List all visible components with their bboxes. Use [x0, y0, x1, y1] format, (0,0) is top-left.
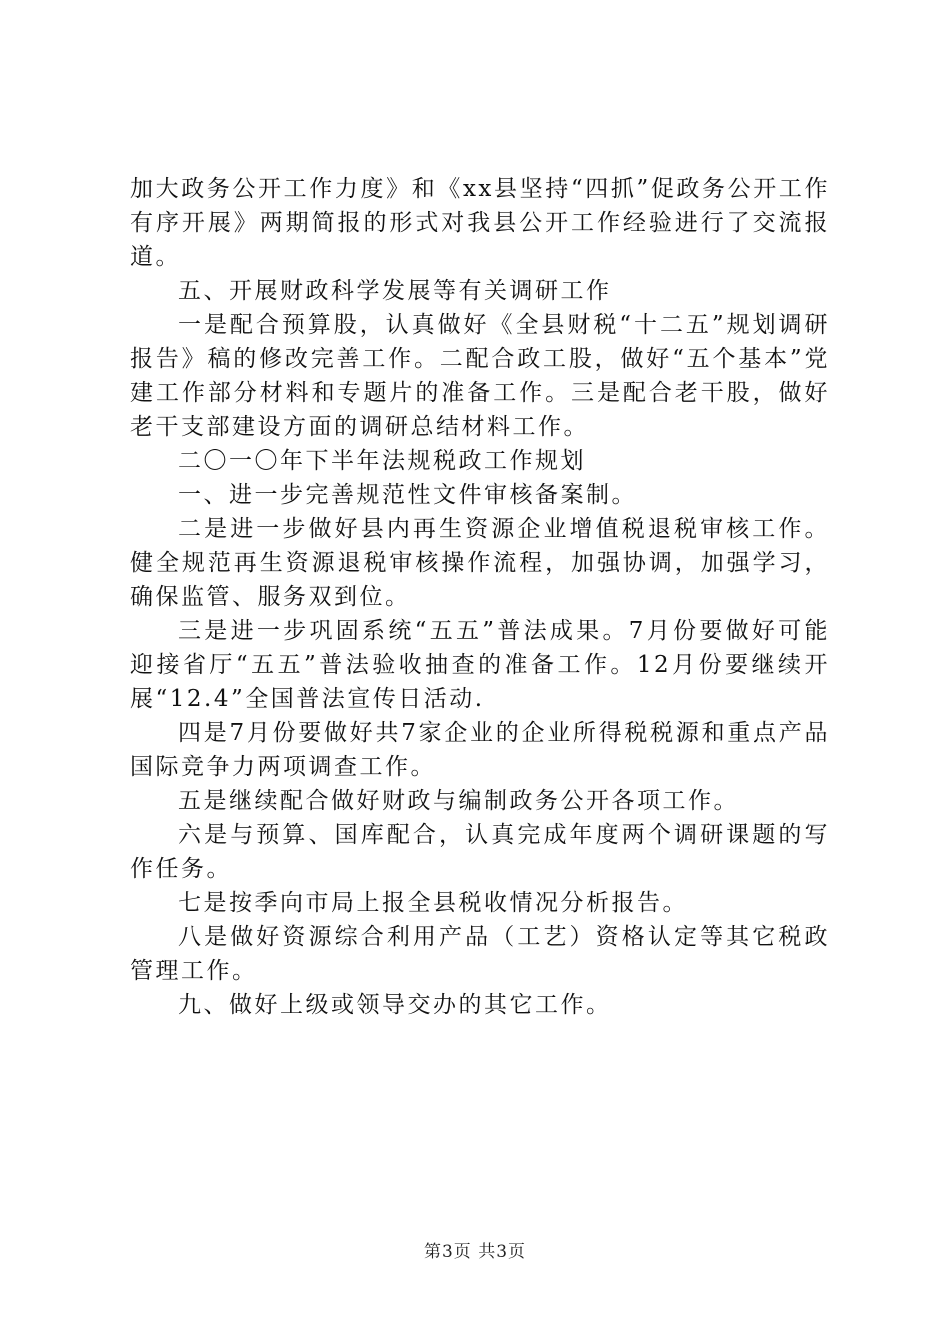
- paragraph-13: 九、做好上级或领导交办的其它工作。: [178, 992, 612, 1018]
- paragraph-6: 二是进一步做好县内再生资源企业增值税退税审核工作。健全规范再生资源退税审核操作流程，加强协调，加强学习，确保监管、服务双到位。: [130, 516, 830, 610]
- paragraph-5: 一、进一步完善规范性文件审核备案制。: [178, 482, 637, 508]
- paragraph-11: 七是按季向市局上报全县税收情况分析报告。: [178, 890, 688, 916]
- paragraph-3: 一是配合预算股，认真做好《全县财税“十二五”规划调研报告》稿的修改完善工作。二配合政工股，做好“五个基本”党建工作部分材料和专题片的准备工作。三是配合老干股，做好老干支部建设方面的调研总结材料工作。: [130, 312, 830, 440]
- paragraph-9: 五是继续配合做好财政与编制政务公开各项工作。: [178, 788, 739, 814]
- document-body: [130, 172, 830, 1022]
- paragraph-7: 三是进一步巩固系统“五五”普法成果。7月份要做好可能迎接省厅“五五”普法验收抽查的准备工作。12月份要继续开展“12.4”全国普法宣传日活动.: [130, 618, 830, 712]
- paragraph-8: 四是7月份要做好共7家企业的企业所得税税源和重点产品国际竞争力两项调查工作。: [130, 720, 830, 780]
- paragraph-10: 六是与预算、国库配合，认真完成年度两个调研课题的写作任务。: [130, 822, 830, 882]
- paragraph-2: 五、开展财政科学发展等有关调研工作: [178, 278, 612, 304]
- paragraph-12: 八是做好资源综合利用产品（工艺）资格认定等其它税政管理工作。: [130, 924, 830, 984]
- page-number-footer: 第3页 共3页: [423, 1242, 527, 1262]
- paragraph-1: 加大政务公开工作力度》和《xx县坚持“四抓”促政务公开工作有序开展》两期简报的形式对我县公开工作经验进行了交流报道。: [130, 176, 830, 270]
- paragraph-4: 二〇一〇年下半年法规税政工作规划: [178, 448, 586, 474]
